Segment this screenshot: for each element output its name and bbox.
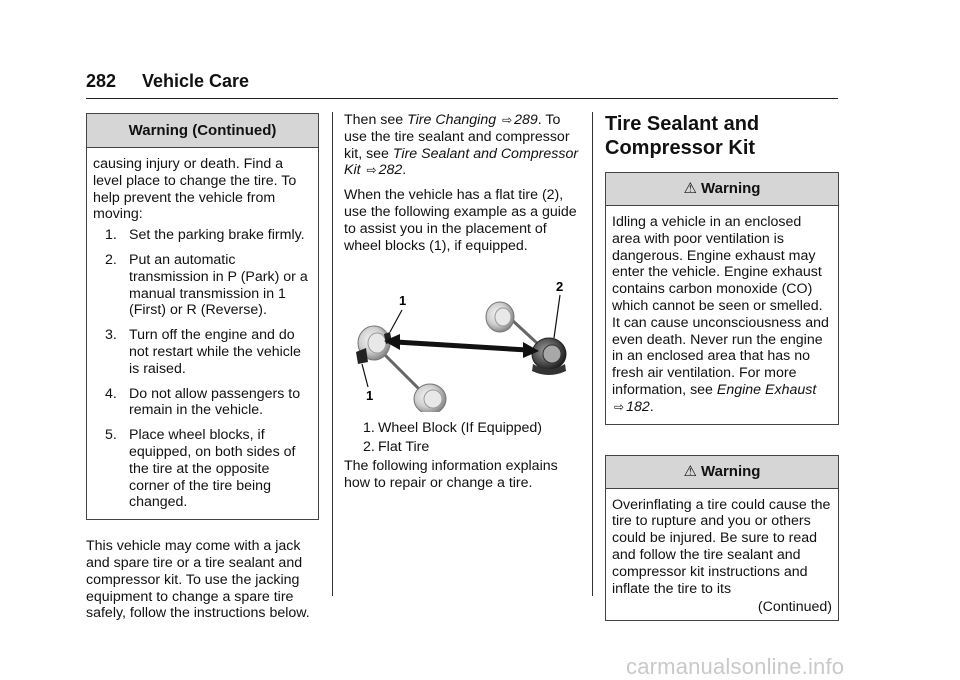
- callout-line: [390, 310, 402, 332]
- wheel-block-front: [356, 348, 368, 364]
- warning-box-continued: [86, 113, 319, 520]
- step-text: Turn off the engine and do not restart while the vehicle is raised.: [129, 327, 301, 377]
- legend-number: 2.: [363, 439, 375, 456]
- list-item: [93, 386, 312, 420]
- step-text: Put an automatic transmission in P (Park) or a manual transmission in 1 (First) or R (Reverse).: [129, 251, 308, 319]
- list-item: [93, 252, 312, 319]
- continued-label: (Continued): [757, 599, 832, 616]
- xref-page[interactable]: 282: [378, 162, 403, 179]
- warning-title-text: Warning: [701, 180, 761, 197]
- xref-engine-exhaust[interactable]: Engine Exhaust: [716, 381, 817, 398]
- list-item: [93, 327, 312, 377]
- step-number: 4.: [105, 385, 117, 402]
- header-rule: [86, 98, 838, 99]
- step-number: 2.: [105, 251, 117, 268]
- tire-rear-left: [486, 302, 514, 332]
- xref-arrow-icon: ⇨: [614, 399, 625, 414]
- page-header: [86, 71, 838, 95]
- diagonal-arrow: [396, 342, 527, 350]
- legend-text: Wheel Block (If Equipped): [378, 420, 543, 437]
- flat-tire-paragraph: When the vehicle has a flat tire (2), use the following example as a guide to assist you in the placement of wheel blocks (1), if equipped.: [344, 187, 577, 254]
- warning-box-title: Warning (Continued): [87, 114, 318, 148]
- repair-paragraph: The following information explains how to repair or change a tire.: [344, 457, 558, 491]
- see-also-paragraph: [344, 112, 580, 179]
- step-number: 5.: [105, 427, 117, 444]
- text-run: .: [402, 162, 407, 179]
- callout-line: [554, 295, 560, 338]
- legend-number: 1.: [363, 420, 375, 437]
- text-run: Then see: [344, 112, 408, 128]
- xref-arrow-icon: ⇨: [502, 113, 513, 127]
- warning-box-exhaust: [605, 172, 839, 425]
- warning-box-body: [606, 206, 838, 424]
- callout-label: 2: [556, 279, 564, 295]
- column-2: [344, 112, 580, 500]
- step-text: Do not allow passengers to remain in the vehicle.: [129, 385, 301, 419]
- warning-box-title: [606, 173, 838, 206]
- step-number: 3.: [105, 327, 117, 344]
- list-item: [344, 439, 580, 456]
- warning-icon: ⚠: [683, 462, 697, 480]
- step-number: 1.: [105, 227, 117, 244]
- warning-box-body: [606, 489, 838, 621]
- watermark: carmanualsonline.info: [626, 654, 845, 679]
- warning-box-body: [87, 148, 318, 519]
- column-1: [86, 113, 319, 622]
- list-item: [93, 227, 312, 244]
- section-title: Tire Sealant and Compressor Kit: [605, 113, 760, 159]
- list-item: [93, 427, 312, 511]
- warning-box-title: [606, 456, 838, 489]
- text-run: . To use the tire sealant and compressor kit, see: [344, 112, 570, 162]
- warning-title-text: Warning: [701, 462, 761, 480]
- xref-page[interactable]: 182: [626, 398, 650, 415]
- xref-page[interactable]: 289: [514, 112, 538, 128]
- column-divider: [332, 112, 333, 596]
- callout-label: 1: [399, 293, 407, 309]
- callout-label: 1: [366, 388, 374, 404]
- warning-text: Overinflating a tire could cause the tire to rupture and you or others could be injured. Be sure to read and follow the tire sealant and compressor kit instructions and inflate the tire to its: [612, 496, 831, 597]
- xref-arrow-icon: ⇨: [366, 163, 377, 178]
- flat-tire: [532, 338, 566, 375]
- column-3: [605, 112, 839, 621]
- step-text: Set the parking brake firmly.: [129, 227, 305, 244]
- warning-intro: causing injury or death. Find a level place to change the tire. To help prevent the vehicle from moving:: [93, 156, 297, 223]
- step-list: [93, 227, 312, 511]
- list-item: [344, 420, 580, 437]
- wheel-block-illustration: [344, 272, 580, 412]
- text-run: Idling a vehicle in an enclosed area with poor ventilation is dangerous. Engine exhaust may enter the vehicle. Engine exhaust contains carbon monoxide (CO) which cannot be seen or smelled. It can cause unconsciousness and even death. Never run the engine in an enclosed area that has no fresh air ventilation. For more information, see: [612, 214, 829, 398]
- column-divider: [592, 112, 593, 596]
- figure-legend: [344, 420, 580, 456]
- warning-box-overinflation: [605, 455, 839, 622]
- text-run: .: [649, 398, 654, 415]
- warning-icon: ⚠: [683, 180, 697, 197]
- xref-tire-changing[interactable]: Tire Changing: [407, 112, 497, 128]
- legend-text: Flat Tire: [378, 439, 430, 456]
- jack-paragraph: This vehicle may come with a jack and spare tire or a tire sealant and compressor kit. To use the jacking equipment to change a spare tire safely, follow the instructions below.: [86, 538, 310, 622]
- warning-text: [612, 214, 832, 416]
- wheel-block-figure: [344, 272, 580, 412]
- xref-tire-sealant[interactable]: Tire Sealant and Compressor Kit: [344, 145, 579, 179]
- page-title: Vehicle Care: [142, 71, 250, 91]
- callout-line: [362, 364, 368, 387]
- tire-front-right: [414, 384, 446, 412]
- step-text: Place wheel blocks, if equipped, on both sides of the tire at the opposite corner of the tire being changed.: [129, 427, 296, 511]
- page-number: 282: [86, 71, 117, 91]
